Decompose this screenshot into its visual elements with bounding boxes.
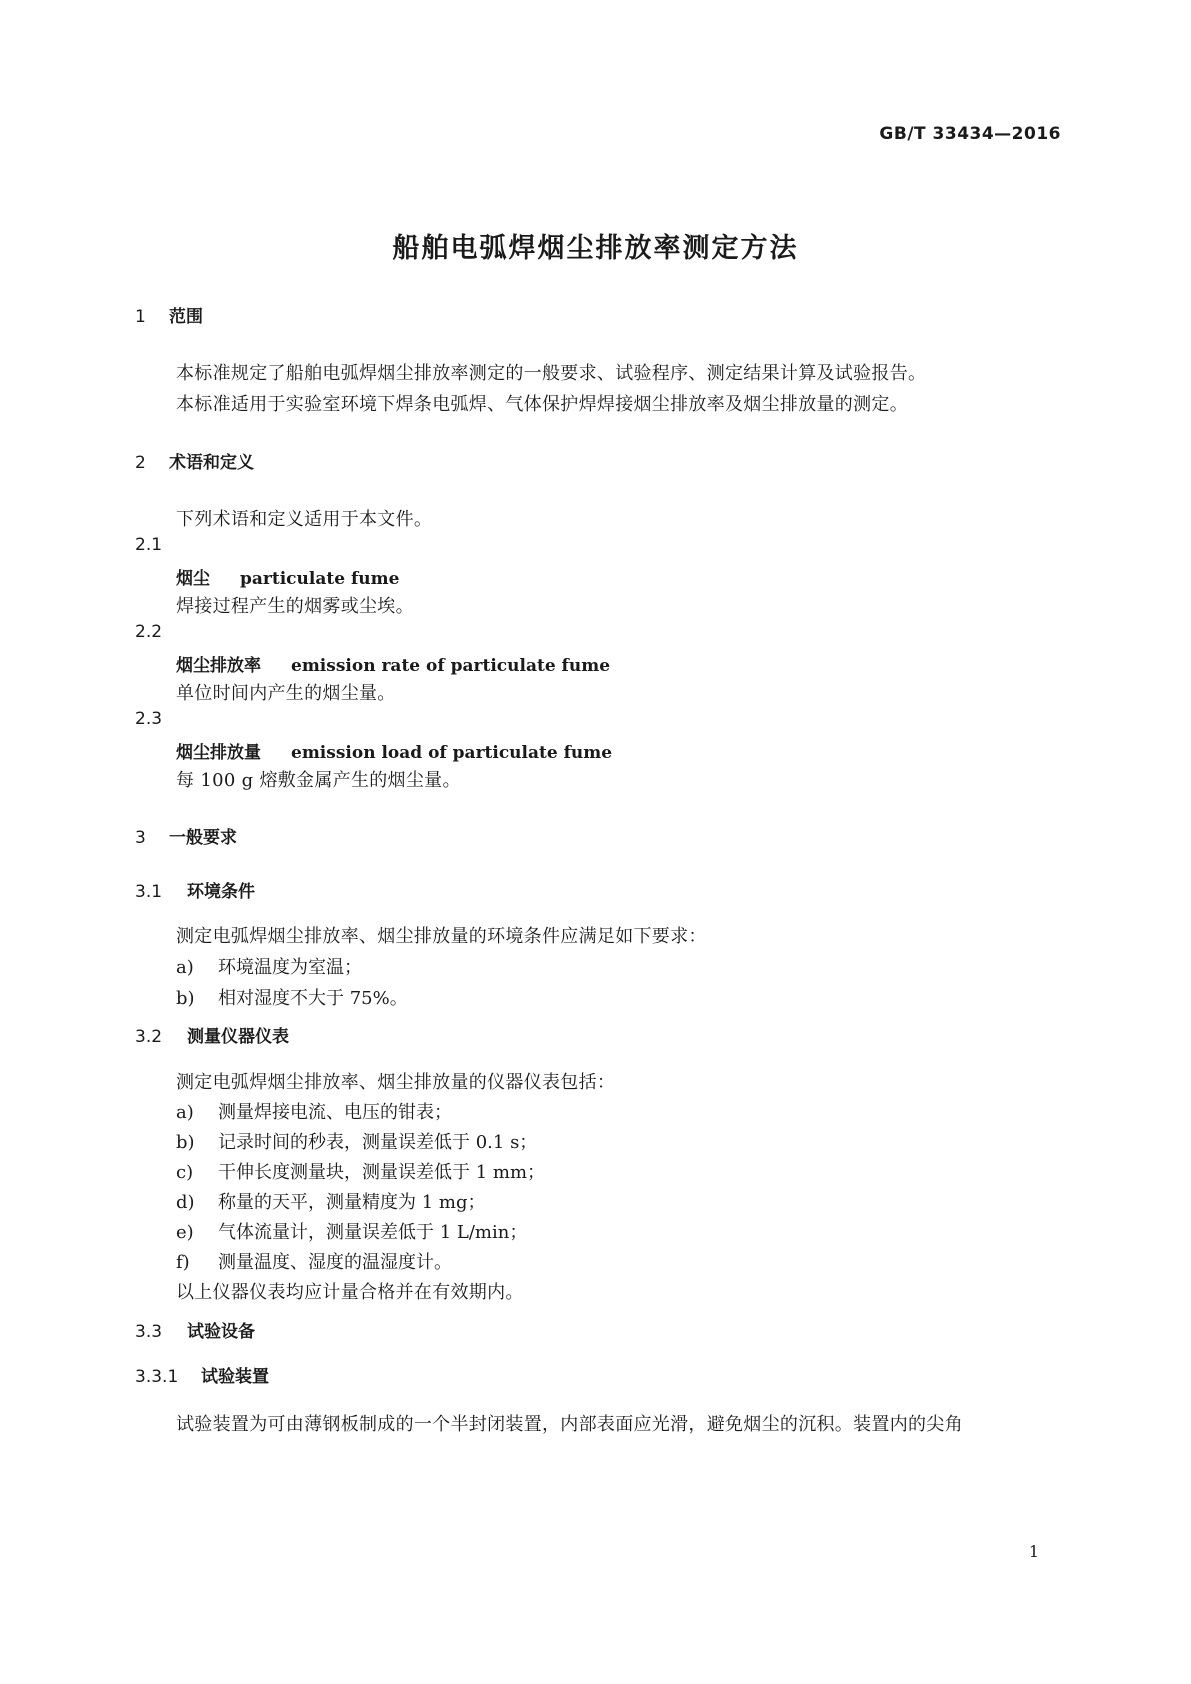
term-chinese: 烟尘排放量 [176, 743, 261, 763]
apparatus-paragraph: 试验装置为可由薄钢板制成的一个半封闭装置，内部表面应光滑，避免烟尘的沉积。装置内的尖角 [176, 1414, 963, 1435]
list-marker: a) [176, 957, 194, 978]
term-2-2 [176, 651, 610, 676]
list-item [176, 953, 362, 979]
term-english: particulate fume [240, 569, 400, 589]
section-title: 试验设备 [187, 1322, 255, 1342]
list-marker: b) [176, 988, 195, 1009]
section-title: 环境条件 [187, 882, 255, 902]
list-item [176, 1128, 537, 1154]
section-3-1-heading [135, 877, 255, 902]
term-definition: 每 100 g 熔敷金属产生的烟尘量。 [176, 770, 461, 791]
term-number: 2.1 [135, 535, 163, 555]
section-number: 1 [135, 307, 146, 327]
list-text: 干伸长度测量块，测量误差低于 1 mm； [218, 1162, 546, 1183]
section-3-heading [135, 823, 237, 848]
document-title: 船舶电弧焊烟尘排放率测定方法 [392, 233, 799, 264]
term-chinese: 烟尘排放率 [176, 656, 261, 676]
list-text: 测量温度、湿度的温湿度计。 [218, 1252, 452, 1273]
section-title: 术语和定义 [169, 453, 254, 473]
scope-paragraph-1: 本标准规定了船舶电弧焊烟尘排放率测定的一般要求、试验程序、测定结果计算及试验报告。 [176, 363, 927, 384]
section-number: 2 [135, 453, 146, 473]
section-title: 一般要求 [169, 828, 237, 848]
section-number: 3.1 [135, 882, 163, 902]
section-number: 3.3 [135, 1322, 163, 1342]
list-marker: a) [176, 1102, 194, 1123]
section-3-3-heading [135, 1317, 255, 1342]
term-number: 2.3 [135, 709, 163, 729]
list-text: 气体流量计，测量误差低于 1 L/min； [218, 1222, 528, 1243]
list-item [176, 1158, 545, 1184]
list-text: 测量焊接电流、电压的钳表； [218, 1102, 452, 1123]
section-3-3-1-heading [135, 1362, 269, 1387]
section-number: 3.3.1 [135, 1367, 179, 1387]
section-number: 3 [135, 828, 146, 848]
section-title: 测量仪器仪表 [187, 1027, 289, 1047]
instruments-note: 以上仪器仪表均应计量合格并在有效期内。 [176, 1282, 524, 1303]
list-marker: c) [176, 1162, 194, 1183]
term-chinese: 烟尘 [176, 569, 210, 589]
section-title: 范围 [169, 307, 203, 327]
section-1-heading [135, 302, 203, 327]
list-item [176, 1188, 486, 1214]
page-number: 1 [1028, 1542, 1039, 1561]
list-text: 环境温度为室温； [218, 957, 362, 978]
list-item [176, 1098, 452, 1124]
list-text: 记录时间的秒表，测量误差低于 0.1 s； [218, 1132, 538, 1153]
list-marker: d) [176, 1192, 195, 1213]
list-marker: f) [176, 1252, 190, 1273]
section-title: 试验装置 [201, 1367, 269, 1387]
term-english: emission load of particulate fume [291, 743, 613, 763]
environment-intro: 测定电弧焊烟尘排放率、烟尘排放量的环境条件应满足如下要求： [176, 926, 707, 947]
term-definition: 单位时间内产生的烟尘量。 [176, 683, 396, 704]
scope-paragraph-2: 本标准适用于实验室环境下焊条电弧焊、气体保护焊焊接烟尘排放率及烟尘排放量的测定。 [176, 394, 908, 415]
term-2-1 [176, 564, 399, 589]
list-item [176, 1218, 527, 1244]
section-2-heading [135, 448, 254, 473]
term-definition: 焊接过程产生的烟雾或尘埃。 [176, 596, 414, 617]
section-3-2-heading [135, 1022, 289, 1047]
section-number: 3.2 [135, 1027, 163, 1047]
term-2-3 [176, 738, 612, 763]
term-number: 2.2 [135, 622, 163, 642]
list-text: 称量的天平，测量精度为 1 mg； [218, 1192, 486, 1213]
list-item [176, 984, 408, 1010]
list-text: 相对湿度不大于 75%。 [218, 988, 408, 1009]
list-item [176, 1248, 452, 1274]
list-marker: b) [176, 1132, 195, 1153]
standard-code: GB/T 33434—2016 [879, 124, 1061, 144]
instruments-intro: 测定电弧焊烟尘排放率、烟尘排放量的仪器仪表包括： [176, 1072, 616, 1093]
terms-intro: 下列术语和定义适用于本文件。 [176, 509, 433, 530]
list-marker: e) [176, 1222, 194, 1243]
term-english: emission rate of particulate fume [291, 656, 611, 676]
